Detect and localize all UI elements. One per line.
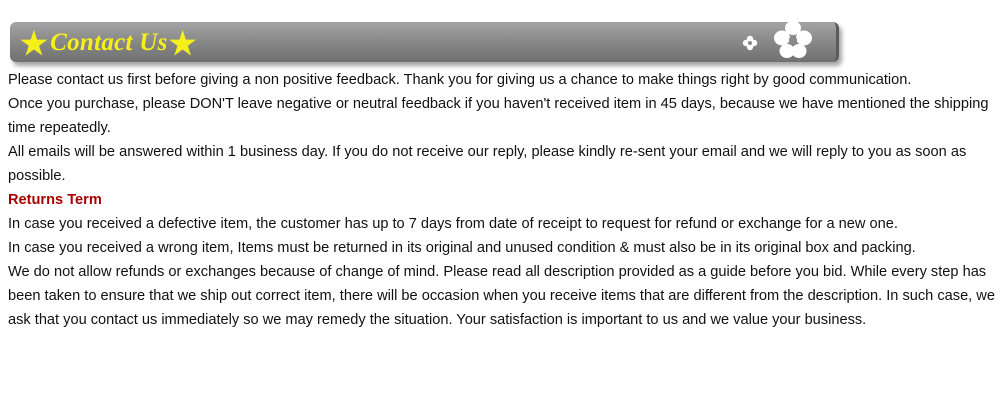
policy-content xyxy=(8,68,996,332)
contact-paragraph: Once you purchase, please DON'T leave negative or neutral feedback if you haven't received item in 45 days, because we have mentioned the shipping time repeatedly. xyxy=(8,96,989,136)
large-flower-icon xyxy=(774,21,812,58)
contact-paragraph: Please contact us first before giving a non positive feedback. Thank you for giving us a chance to make things right by good communication. xyxy=(8,72,912,88)
returns-paragraph: In case you received a wrong item, Items must be returned in its original and unused condition & must also be in its original box and packing. xyxy=(8,240,916,256)
returns-paragraph: In case you received a defective item, the customer has up to 7 days from date of receipt to request for refund or exchange for a new one. xyxy=(8,216,898,232)
star-icon: ★ xyxy=(20,25,49,61)
banner-bar xyxy=(10,22,839,62)
banner-title-text: Contact Us xyxy=(50,29,168,56)
returns-term-heading: Returns Term xyxy=(8,192,102,208)
banner-title xyxy=(20,25,197,61)
contact-us-banner xyxy=(10,18,842,68)
flower-icon xyxy=(740,18,840,68)
small-flower-icon xyxy=(743,36,757,50)
contact-paragraph: All emails will be answered within 1 business day. If you do not receive our reply, please kindly re-sent your email and we will reply to you as soon as possible. xyxy=(8,144,967,184)
returns-paragraph: We do not allow refunds or exchanges because of change of mind. Please read all description provided as a guide before you bid. While every step has been taken to ensure that we ship out correct item, there will be occasion when you receive items that are different from the description. In such case, we ask that you contact us immediately so we may remedy the situation. Your satisfaction is important to us and we value your business. xyxy=(8,264,995,328)
star-icon: ★ xyxy=(168,25,197,61)
